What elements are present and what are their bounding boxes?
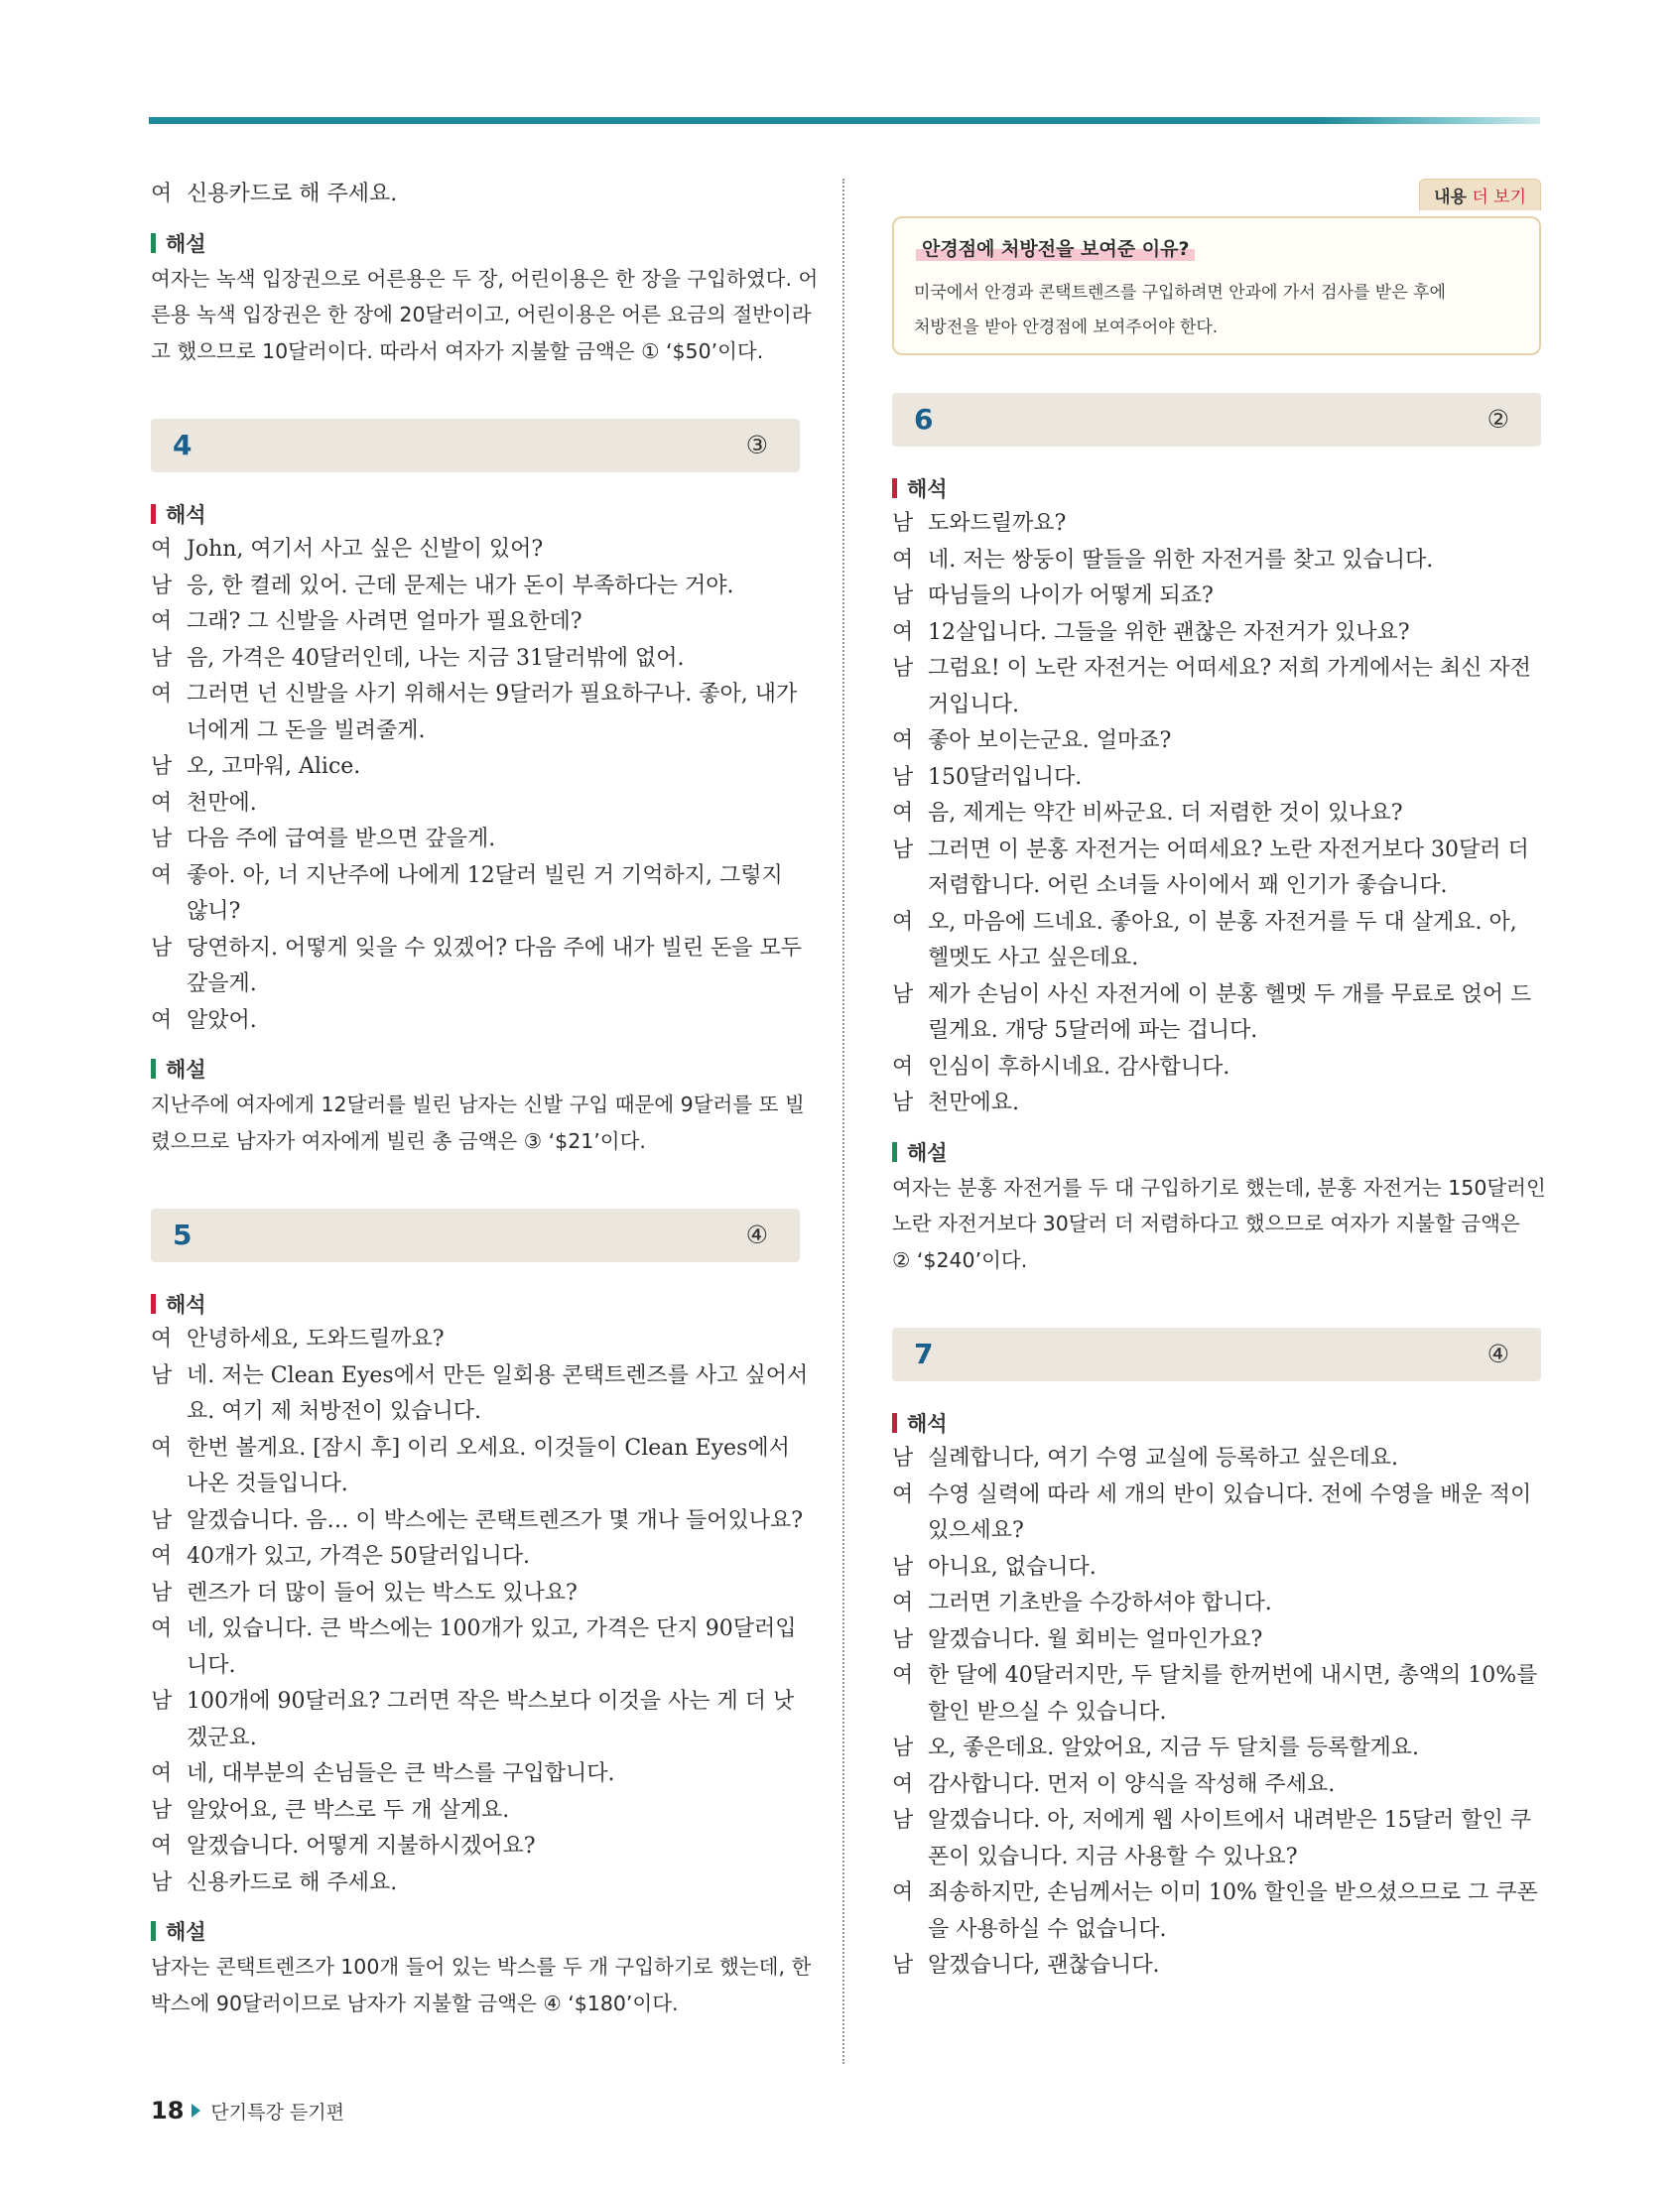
line-text: 않니? (187, 899, 241, 924)
speaker: 남 (892, 1554, 914, 1580)
dialogue-line (892, 760, 1541, 797)
speaker: 남 (892, 1736, 914, 1760)
speaker: 여 (151, 1761, 173, 1786)
explanation-line: 노란 자전거보다 30달러 더 저렴하다고 했으므로 여자가 지불할 금액은 (892, 1212, 1520, 1235)
speaker: 남 (892, 511, 914, 536)
dialogue-line (151, 604, 800, 641)
dialogue-line (892, 1658, 1541, 1695)
line-text: 아니요, 없습니다. (928, 1554, 1097, 1580)
line-text: 감사합니다. 먼저 이 양식을 작성해 주세요. (928, 1771, 1336, 1797)
line-text: 수영 실력에 따라 세 개의 반이 있습니다. 전에 수영을 배운 적이 (928, 1481, 1532, 1507)
line-text: 응, 한 켤레 있어. 근데 문제는 내가 돈이 부족하다는 거야. (187, 573, 734, 598)
speaker: 여 (892, 1591, 914, 1615)
dialogue-line (892, 1695, 1541, 1732)
column-divider (842, 179, 844, 2064)
line-text: 겠군요. (187, 1725, 257, 1750)
dialogue-q5 (151, 1322, 809, 1901)
speaker: 남 (892, 1808, 914, 1833)
section-heading: 해석 (151, 1286, 800, 1322)
line-text: 따님들의 나이가 어떻게 되죠? (928, 583, 1214, 608)
note-question: 안경점에 처방전을 보여준 이유? (916, 234, 1195, 261)
speaker: 여 (151, 1327, 173, 1351)
dialogue-line (892, 1586, 1541, 1622)
right-column (892, 177, 1546, 1985)
section-heading: 해석 (892, 470, 1541, 506)
line-text: 좋아 보이는군요. 얼마죠? (928, 728, 1172, 753)
book-title: 단기특강 듣기편 (210, 2101, 344, 2124)
line-text: 죄송하지만, 손님께서는 이미 10% 할인을 받으셨으므로 그 쿠폰 (928, 1880, 1538, 1905)
speaker: 여 (151, 1544, 173, 1569)
page-footer (151, 2097, 344, 2124)
dialogue-line (892, 1013, 1541, 1050)
dialogue-line (151, 677, 800, 713)
explanation-line: 박스에 90달러이므로 남자가 지불할 금액은 ④ ‘$180’이다. (151, 1991, 679, 2015)
speaker: 여 (151, 1007, 173, 1033)
answer-mark: ④ (1486, 1340, 1509, 1368)
line-text: 을 사용하실 수 없습니다. (928, 1916, 1167, 1942)
line-text: 할인 받으실 수 있습니다. (928, 1699, 1167, 1725)
note-answer (914, 276, 1525, 345)
line-text: 한번 볼게요. [잠시 후] 이리 오세요. 이것들이 Clean Eyes에서 (187, 1435, 790, 1461)
note-answer-line: 처방전을 받아 안경점에 보여주어야 한다. (914, 318, 1219, 337)
dialogue-line (151, 749, 800, 786)
explanation-line: 렸으므로 남자가 여자에게 빌린 총 금액은 ③ ‘$21’이다. (151, 1128, 646, 1153)
speaker: 여 (151, 862, 173, 888)
dialogue-line (151, 1829, 800, 1866)
question-header-4 (151, 419, 800, 472)
dialogue-line (892, 506, 1541, 543)
dialogue-line (151, 1467, 800, 1503)
line-text: 다음 주에 급여를 받으면 갚을게. (187, 827, 496, 851)
line-text: 인심이 후하시네요. 감사합니다. (928, 1054, 1230, 1080)
question-header-6 (892, 393, 1541, 447)
dialogue-line (892, 1912, 1541, 1949)
arrow-icon (192, 2104, 200, 2118)
dialogue-line (892, 796, 1541, 833)
speaker: 남 (892, 1446, 914, 1471)
speaker: 남 (892, 764, 914, 790)
explanation-line: ② ‘$240’이다. (892, 1247, 1028, 1272)
line-text: 네. 저는 Clean Eyes에서 만든 일회용 콘택트렌즈를 사고 싶어서 (187, 1362, 809, 1388)
answer-mark: ④ (745, 1221, 768, 1249)
speaker: 여 (892, 1663, 914, 1688)
line-text: 그러면 기초반을 수강하셔야 합니다. (928, 1591, 1272, 1615)
speaker: 남 (151, 1689, 173, 1714)
speaker: 남 (892, 837, 914, 862)
speaker: 여 (892, 909, 914, 935)
note-answer-line: 미국에서 안경과 콘택트렌즈를 구입하려면 안과에 가서 검사를 받은 후에 (914, 283, 1446, 303)
line-text: 그래? 그 신발을 사려면 얼마가 필요한데? (187, 609, 582, 634)
dialogue-line (151, 1322, 800, 1358)
line-text: 알겠습니다. 음… 이 박스에는 콘택트렌즈가 몇 개나 들어있나요? (187, 1507, 804, 1533)
speaker: 여 (151, 1834, 173, 1859)
section-heading: 해석 (151, 496, 800, 532)
dialogue-line (892, 1767, 1541, 1804)
dialogue-line (892, 1050, 1541, 1087)
dialogue-line (892, 941, 1541, 977)
dialogue-line (151, 786, 800, 823)
speaker: 남 (151, 827, 173, 851)
dialogue-line (151, 858, 800, 895)
dialogue-line (151, 1503, 804, 1540)
dialogue-line (151, 1003, 800, 1040)
dialogue-line (892, 615, 1541, 652)
dialogue-line (892, 868, 1541, 905)
dialogue-line (151, 1576, 800, 1612)
line-text: 안녕하세요, 도와드릴까요? (187, 1327, 445, 1351)
speaker: 여 (892, 1880, 914, 1905)
dialogue-line (892, 1478, 1541, 1514)
dialogue-line (151, 1721, 800, 1757)
dialogue-line (151, 966, 800, 1003)
line-text: 그럼요! 이 노란 자전거는 어떠세요? 저희 가게에서는 최신 자전 (928, 656, 1531, 681)
dialogue-line (892, 723, 1541, 760)
line-text: 실례합니다, 여기 수영 교실에 등록하고 싶은데요. (928, 1446, 1398, 1471)
dialogue-line (151, 1539, 800, 1576)
page-number: 18 (151, 2097, 185, 2124)
speaker: 남 (892, 1091, 914, 1115)
dialogue-line (151, 1866, 800, 1902)
dialogue-line (151, 931, 803, 967)
dialogue-q4 (151, 532, 803, 1039)
speaker: 여 (151, 682, 173, 707)
section-heading: 해설 (892, 1134, 1541, 1170)
dialogue-line (151, 569, 800, 605)
dialogue-line (892, 688, 1541, 724)
speaker: 여 (892, 801, 914, 826)
speaker: 여 (892, 619, 914, 645)
line-text: 네, 대부분의 손님들은 큰 박스를 구입합니다. (187, 1761, 615, 1786)
line-text: 천만에요. (928, 1091, 1020, 1115)
dialogue-line (892, 1086, 1541, 1122)
line-text: 신용카드로 해 주세요. (187, 1869, 398, 1895)
speaker: 남 (892, 1626, 914, 1652)
explanation-line: 남자는 콘택트렌즈가 100개 들어 있는 박스를 두 개 구입하기로 했는데, 한 (151, 1955, 812, 1979)
line-text: 신용카드로 해 주세요. (187, 182, 398, 206)
answer-mark: ② (1486, 405, 1509, 434)
dialogue-line (892, 651, 1541, 688)
left-column (151, 177, 819, 2021)
dialogue-line (151, 1648, 800, 1685)
line-text: 음, 가격은 40달러인데, 나는 지금 31달러밖에 없어. (187, 645, 685, 671)
line-text: 니다. (187, 1652, 236, 1678)
dialogue-line (892, 1731, 1541, 1767)
dialogue-line (151, 1611, 800, 1648)
question-header-7 (892, 1328, 1541, 1381)
line-text: 40개가 있고, 가격은 50달러입니다. (187, 1544, 530, 1569)
speaker: 여 (892, 1054, 914, 1080)
line-text: 알았어요, 큰 박스로 두 개 살게요. (187, 1797, 510, 1823)
line-text: 네. 저는 쌍둥이 딸들을 위한 자전거를 찾고 있습니다. (928, 547, 1434, 573)
line-text: John, 여기서 사고 싶은 신발이 있어? (187, 537, 544, 562)
dialogue-line (892, 579, 1541, 615)
dialogue-line (892, 1875, 1541, 1912)
answer-mark: ③ (745, 431, 768, 459)
line-text: 갚을게. (187, 971, 257, 996)
line-text: 있으세요? (928, 1518, 1024, 1543)
speaker: 여 (151, 1435, 173, 1461)
dialogue-line (892, 977, 1541, 1014)
dialogue-q7 (892, 1441, 1541, 1985)
line-text: 그러면 이 분홍 자전거는 어떠세요? 노란 자전거보다 30달러 더 (928, 837, 1529, 862)
dialogue-line (892, 833, 1541, 869)
line-text: 오, 고마워, Alice. (187, 754, 361, 779)
speaker: 여 (892, 1481, 914, 1507)
dialogue-line (151, 177, 800, 213)
speaker: 남 (892, 656, 914, 681)
speaker: 남 (151, 754, 173, 779)
dialogue-line (151, 822, 800, 858)
dialogue-line (151, 1684, 800, 1721)
explanation-line: 고 했으므로 10달러이다. 따라서 여자가 지불할 금액은 ① ‘$50’이다. (151, 338, 764, 363)
line-text: 한 달에 40달러지만, 두 달치를 한꺼번에 내시면, 총액의 10%를 (928, 1663, 1538, 1688)
dialogue-line (892, 1803, 1541, 1840)
dialogue-line (151, 1431, 800, 1468)
line-text: 렌즈가 더 많이 들어 있는 박스도 있나요? (187, 1580, 578, 1606)
speaker: 여 (151, 609, 173, 634)
dialogue-line (151, 1358, 809, 1395)
speaker: 남 (151, 1580, 173, 1606)
question-header-5 (151, 1209, 800, 1262)
more-info-note (892, 179, 1541, 351)
section-heading: 해설 (151, 1051, 800, 1087)
dialogue-line (151, 532, 800, 569)
note-tab: 내용 더 보기 (1419, 179, 1541, 210)
speaker: 여 (892, 728, 914, 753)
speaker: 여 (892, 1771, 914, 1797)
dialogue-line (892, 905, 1541, 942)
line-text: 오, 좋은데요. 알았어요, 지금 두 달치를 등록할게요. (928, 1736, 1419, 1760)
explanation-block (151, 261, 819, 370)
speaker: 남 (892, 1953, 914, 1978)
dialogue-line (892, 1948, 1541, 1985)
speaker: 여 (151, 537, 173, 562)
explanation-line: 여자는 분홍 자전거를 두 대 구입하기로 했는데, 분홍 자전거는 150달러인 (892, 1175, 1546, 1200)
line-text: 도와드릴까요? (928, 511, 1067, 536)
speaker: 남 (151, 1797, 173, 1823)
section-heading: 해설 (151, 1913, 800, 1949)
speaker: 남 (151, 1869, 173, 1895)
speaker: 남 (151, 573, 173, 598)
line-text: 150달러입니다. (928, 764, 1083, 790)
speaker: 남 (892, 583, 914, 608)
explanation-line: 여자는 녹색 입장권으로 어른용은 두 장, 어린이용은 한 장을 구입하였다. 어 (151, 266, 819, 291)
question-number: 6 (914, 403, 934, 436)
dialogue-line (892, 1840, 1541, 1876)
line-text: 알겠습니다, 괜찮습니다. (928, 1953, 1160, 1978)
line-text: 12살입니다. 그들을 위한 괜찮은 자전거가 있나요? (928, 619, 1410, 645)
explanation-line: 른용 녹색 입장권은 한 장에 20달러이고, 어린이용은 어른 요금의 절반이라 (151, 303, 812, 326)
speaker: 남 (151, 935, 173, 961)
question-number: 4 (173, 429, 193, 461)
dialogue-line (151, 894, 800, 931)
explanation-line: 지난주에 여자에게 12달러를 빌린 남자는 신발 구입 때문에 9달러를 또 빌 (151, 1093, 805, 1116)
speaker: 남 (892, 981, 914, 1007)
speaker: 여 (151, 1616, 173, 1641)
dialogue-line (151, 641, 800, 678)
line-text: 저렴합니다. 어린 소녀들 사이에서 꽤 인기가 좋습니다. (928, 873, 1448, 898)
line-text: 오, 마음에 드네요. 좋아요, 이 분홍 자전거를 두 대 살게요. 아, (928, 909, 1517, 935)
line-text: 100개에 90달러요? 그러면 작은 박스보다 이것을 사는 게 더 낫 (187, 1689, 795, 1714)
dialogue-line (892, 1622, 1541, 1659)
speaker: 남 (151, 645, 173, 671)
line-text: 알겠습니다. 월 회비는 얼마인가요? (928, 1626, 1263, 1652)
dialogue-line (892, 543, 1541, 579)
dialogue-line (892, 1441, 1541, 1478)
speaker: 여 (151, 790, 173, 816)
line-text: 제가 손님이 사신 자전거에 이 분홍 헬멧 두 개를 무료로 얹어 드 (928, 981, 1532, 1007)
line-text: 릴게요. 개당 5달러에 파는 겁니다. (928, 1018, 1258, 1043)
dialogue-line (151, 1793, 800, 1830)
dialogue-line (892, 1550, 1541, 1587)
line-text: 알겠습니다. 어떻게 지불하시겠어요? (187, 1834, 536, 1859)
line-text: 당연하지. 어떻게 잊을 수 있겠어? 다음 주에 내가 빌린 돈을 모두 (187, 935, 803, 961)
line-text: 네, 있습니다. 큰 박스에는 100개가 있고, 가격은 단지 90달러입 (187, 1616, 797, 1641)
speaker: 남 (151, 1362, 173, 1388)
line-text: 알겠습니다. 아, 저에게 웹 사이트에서 내려받은 15달러 할인 쿠 (928, 1808, 1531, 1833)
line-text: 천만에. (187, 790, 257, 816)
question-number: 7 (914, 1338, 934, 1370)
dialogue-line (151, 713, 800, 750)
line-text: 너에게 그 돈을 빌려줄게. (187, 717, 426, 743)
speaker: 여 (151, 182, 173, 206)
section-heading: 해설 (151, 225, 800, 261)
line-text: 나온 것들입니다. (187, 1472, 348, 1496)
section-heading: 해석 (892, 1405, 1541, 1441)
dialogue-q6 (892, 506, 1541, 1122)
dialogue-line (151, 1756, 800, 1793)
speaker: 여 (892, 547, 914, 573)
top-rule-accent (1320, 117, 1540, 124)
line-text: 요. 여기 제 처방전이 있습니다. (187, 1399, 481, 1424)
speaker: 남 (151, 1507, 173, 1533)
line-text: 헬멧도 사고 싶은데요. (928, 946, 1139, 970)
line-text: 음, 제게는 약간 비싸군요. 더 저렴한 것이 있나요? (928, 801, 1403, 826)
line-text: 좋아. 아, 너 지난주에 나에게 12달러 빌린 거 기억하지, 그렇지 (187, 862, 783, 888)
line-text: 알았어. (187, 1007, 257, 1033)
line-text: 거입니다. (928, 692, 1020, 717)
note-box (892, 216, 1541, 355)
line-text: 그러면 넌 신발을 사기 위해서는 9달러가 필요하구나. 좋아, 내가 (187, 682, 798, 707)
line-text: 폰이 있습니다. 지금 사용할 수 있나요? (928, 1844, 1298, 1869)
dialogue-line (892, 1513, 1541, 1550)
dialogue-line (151, 1394, 800, 1431)
question-number: 5 (173, 1219, 193, 1251)
